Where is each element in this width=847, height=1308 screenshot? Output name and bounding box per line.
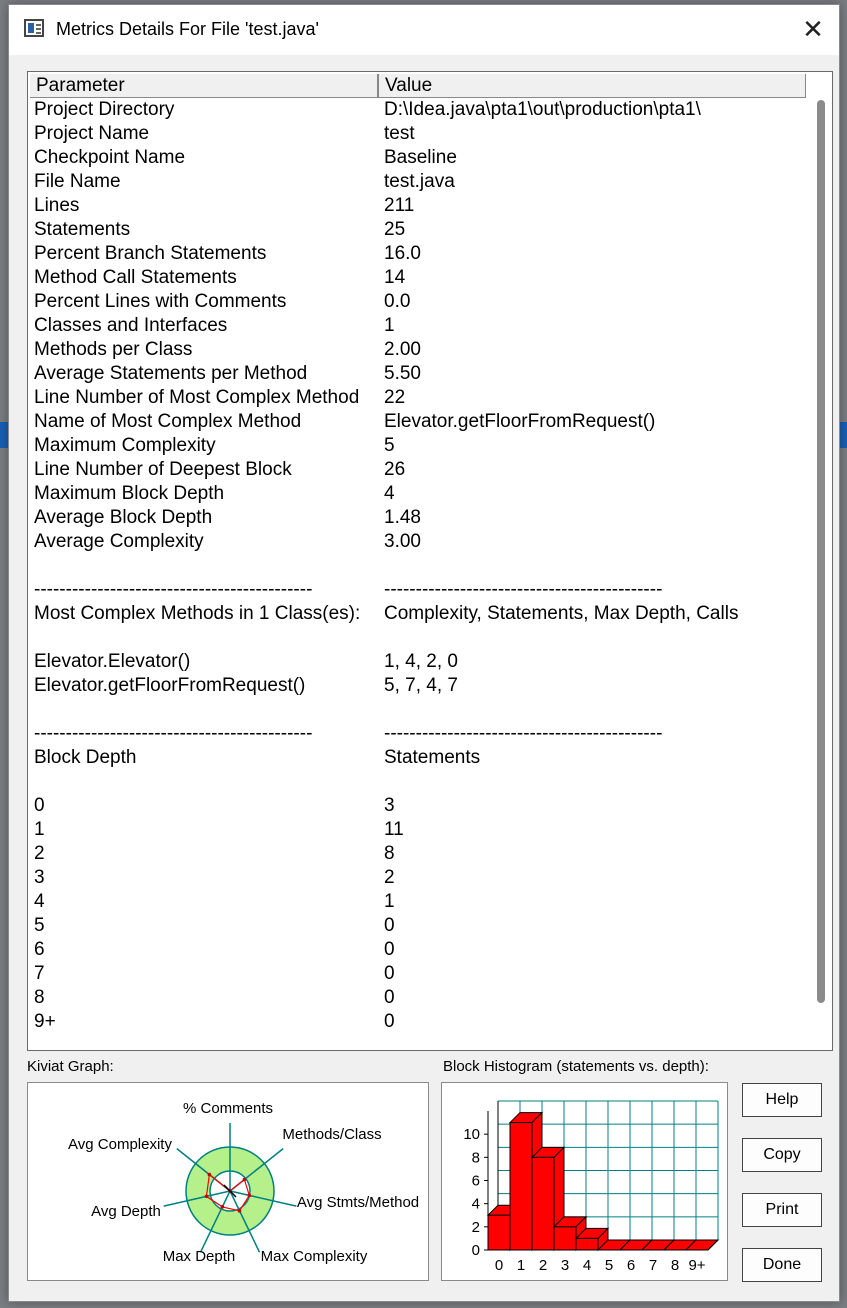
value-cell: -------------------------------------------- bbox=[384, 723, 663, 744]
value-cell: 14 bbox=[384, 267, 406, 288]
parameter-cell: 8 bbox=[34, 987, 45, 1008]
value-cell: 3.00 bbox=[384, 531, 421, 552]
parameter-cell: Methods per Class bbox=[34, 339, 193, 360]
value-cell: 0 bbox=[384, 1011, 395, 1032]
close-button[interactable]: ✕ bbox=[802, 15, 824, 45]
kiviat-axis-label: Avg Complexity bbox=[68, 1136, 172, 1153]
parameter-cell: Maximum Complexity bbox=[34, 435, 216, 456]
histogram-x-tick-label: 8 bbox=[670, 1257, 680, 1274]
parameter-cell: File Name bbox=[34, 171, 121, 192]
kiviat-value-point bbox=[208, 1173, 212, 1177]
value-cell: 1 bbox=[384, 315, 395, 336]
histogram-x-tick-label: 1 bbox=[516, 1257, 526, 1274]
value-cell: 25 bbox=[384, 219, 406, 240]
kiviat-axis-label: Max Complexity bbox=[260, 1248, 368, 1265]
histogram-bar-front bbox=[510, 1123, 532, 1250]
window-title: Metrics Details For File 'test.java' bbox=[56, 19, 319, 39]
histogram-y-tick-label: 2 bbox=[471, 1218, 480, 1236]
app-icon bbox=[24, 19, 44, 37]
metrics-dialog bbox=[8, 4, 840, 1302]
value-cell: test.java bbox=[384, 171, 455, 192]
value-cell: 0 bbox=[384, 939, 395, 960]
column-header-parameter[interactable]: Parameter bbox=[30, 74, 378, 98]
value-cell: 5 bbox=[384, 435, 395, 456]
kiviat-label: Kiviat Graph: bbox=[27, 1058, 114, 1075]
parameter-cell: 9+ bbox=[34, 1011, 56, 1032]
parameter-cell: Average Block Depth bbox=[34, 507, 213, 528]
value-cell: 0 bbox=[384, 987, 395, 1008]
value-cell: 22 bbox=[384, 387, 406, 408]
kiviat-axis-label: Avg Stmts/Method bbox=[296, 1194, 420, 1211]
done-button[interactable]: Done bbox=[742, 1248, 822, 1282]
parameter-cell: Statements bbox=[34, 219, 131, 240]
value-cell: 26 bbox=[384, 459, 406, 480]
value-cell: 8 bbox=[384, 843, 395, 864]
parameter-cell: Average Complexity bbox=[34, 531, 204, 552]
histogram-y-tick-label: 4 bbox=[471, 1195, 480, 1213]
parameter-cell: 3 bbox=[34, 867, 45, 888]
value-cell: 5, 7, 4, 7 bbox=[384, 675, 458, 696]
value-cell: -------------------------------------------- bbox=[384, 579, 663, 600]
parameter-cell: Lines bbox=[34, 195, 80, 216]
value-cell: 1.48 bbox=[384, 507, 421, 528]
metrics-table bbox=[27, 71, 833, 1051]
value-cell: Complexity, Statements, Max Depth, Calls bbox=[384, 603, 739, 624]
histogram-bar-front bbox=[576, 1238, 598, 1250]
parameter-cell: Line Number of Most Complex Method bbox=[34, 387, 360, 408]
histogram-y-tick-label: 8 bbox=[471, 1149, 480, 1167]
value-cell: 2.00 bbox=[384, 339, 421, 360]
parameter-cell: -------------------------------------------- bbox=[34, 723, 313, 744]
parameter-cell: 7 bbox=[34, 963, 45, 984]
kiviat-axis-label: % Comments bbox=[182, 1100, 274, 1117]
histogram-bar-front bbox=[554, 1227, 576, 1250]
print-button[interactable]: Print bbox=[742, 1193, 822, 1227]
value-cell: test bbox=[384, 123, 415, 144]
kiviat-graph-panel bbox=[27, 1082, 429, 1281]
histogram-x-tick-label: 7 bbox=[648, 1257, 658, 1274]
histogram-x-tick-label: 9+ bbox=[688, 1257, 706, 1274]
value-cell: 211 bbox=[384, 195, 415, 216]
parameter-cell: Line Number of Deepest Block bbox=[34, 459, 292, 480]
value-cell: 3 bbox=[384, 795, 395, 816]
histogram-y-tick-label: 6 bbox=[471, 1172, 480, 1190]
value-cell: 0 bbox=[384, 915, 395, 936]
histogram-panel bbox=[441, 1082, 728, 1281]
value-cell: 5.50 bbox=[384, 363, 421, 384]
parameter-cell: Project Directory bbox=[34, 99, 175, 120]
parameter-cell: 1 bbox=[34, 819, 45, 840]
parameter-cell: Average Statements per Method bbox=[34, 363, 308, 384]
value-cell: Baseline bbox=[384, 147, 457, 168]
histogram-y-tick-label: 10 bbox=[463, 1126, 480, 1144]
value-cell: 2 bbox=[384, 867, 395, 888]
value-cell: 11 bbox=[384, 819, 404, 840]
parameter-cell: 2 bbox=[34, 843, 45, 864]
parameter-cell: Most Complex Methods in 1 Class(es): bbox=[34, 603, 361, 624]
histogram-x-tick-label: 4 bbox=[582, 1257, 592, 1274]
help-button[interactable]: Help bbox=[742, 1083, 822, 1117]
value-cell: Statements bbox=[384, 747, 481, 768]
column-header-value[interactable]: Value bbox=[378, 74, 806, 98]
parameter-cell: 4 bbox=[34, 891, 45, 912]
kiviat-graph bbox=[28, 1083, 428, 1280]
kiviat-value-point bbox=[248, 1194, 252, 1198]
histogram-label: Block Histogram (statements vs. depth): bbox=[443, 1058, 709, 1075]
parameter-cell: -------------------------------------------- bbox=[34, 579, 313, 600]
kiviat-axis-label: Methods/Class bbox=[282, 1126, 382, 1143]
histogram-y-tick-label: 0 bbox=[471, 1242, 480, 1259]
parameter-cell: Percent Lines with Comments bbox=[34, 291, 287, 312]
block-histogram bbox=[442, 1083, 727, 1280]
histogram-bar-front bbox=[488, 1215, 510, 1250]
histogram-x-tick-label: 0 bbox=[494, 1257, 504, 1274]
parameter-cell: Checkpoint Name bbox=[34, 147, 186, 168]
value-cell: 4 bbox=[384, 483, 395, 504]
parameter-cell: Block Depth bbox=[34, 747, 137, 768]
kiviat-value-point bbox=[205, 1195, 209, 1199]
vertical-scrollbar[interactable] bbox=[817, 100, 825, 1003]
kiviat-value-point bbox=[221, 1205, 225, 1209]
value-cell: 1, 4, 2, 0 bbox=[384, 651, 458, 672]
kiviat-value-point bbox=[243, 1178, 247, 1182]
value-cell: D:\Idea.java\pta1\out\production\pta1\ bbox=[384, 99, 701, 120]
copy-button[interactable]: Copy bbox=[742, 1138, 822, 1172]
value-cell: Elevator.getFloorFromRequest() bbox=[384, 411, 656, 432]
parameter-cell: 5 bbox=[34, 915, 45, 936]
value-cell: 0.0 bbox=[384, 291, 411, 312]
value-cell: 16.0 bbox=[384, 243, 421, 264]
parameter-cell: 6 bbox=[34, 939, 45, 960]
table-header bbox=[30, 74, 806, 98]
histogram-x-tick-label: 6 bbox=[626, 1257, 636, 1274]
parameter-cell: Method Call Statements bbox=[34, 267, 237, 288]
histogram-x-tick-label: 2 bbox=[538, 1257, 548, 1274]
parameter-cell: Project Name bbox=[34, 123, 150, 144]
value-cell: 1 bbox=[384, 891, 395, 912]
value-cell: 0 bbox=[384, 963, 395, 984]
parameter-cell: 0 bbox=[34, 795, 45, 816]
parameter-cell: Name of Most Complex Method bbox=[34, 411, 302, 432]
histogram-bar-front bbox=[532, 1157, 554, 1250]
histogram-x-tick-label: 5 bbox=[604, 1257, 614, 1274]
parameter-cell: Maximum Block Depth bbox=[34, 483, 225, 504]
title-bar bbox=[9, 5, 839, 55]
histogram-x-tick-label: 3 bbox=[560, 1257, 570, 1274]
parameter-cell: Elevator.Elevator() bbox=[34, 651, 191, 672]
kiviat-axis-label: Avg Depth bbox=[91, 1203, 161, 1220]
parameter-cell: Percent Branch Statements bbox=[34, 243, 267, 264]
parameter-cell: Elevator.getFloorFromRequest() bbox=[34, 675, 306, 696]
parameter-cell: Classes and Interfaces bbox=[34, 315, 228, 336]
kiviat-axis-label: Max Depth bbox=[162, 1248, 236, 1265]
kiviat-value-point bbox=[238, 1209, 242, 1213]
